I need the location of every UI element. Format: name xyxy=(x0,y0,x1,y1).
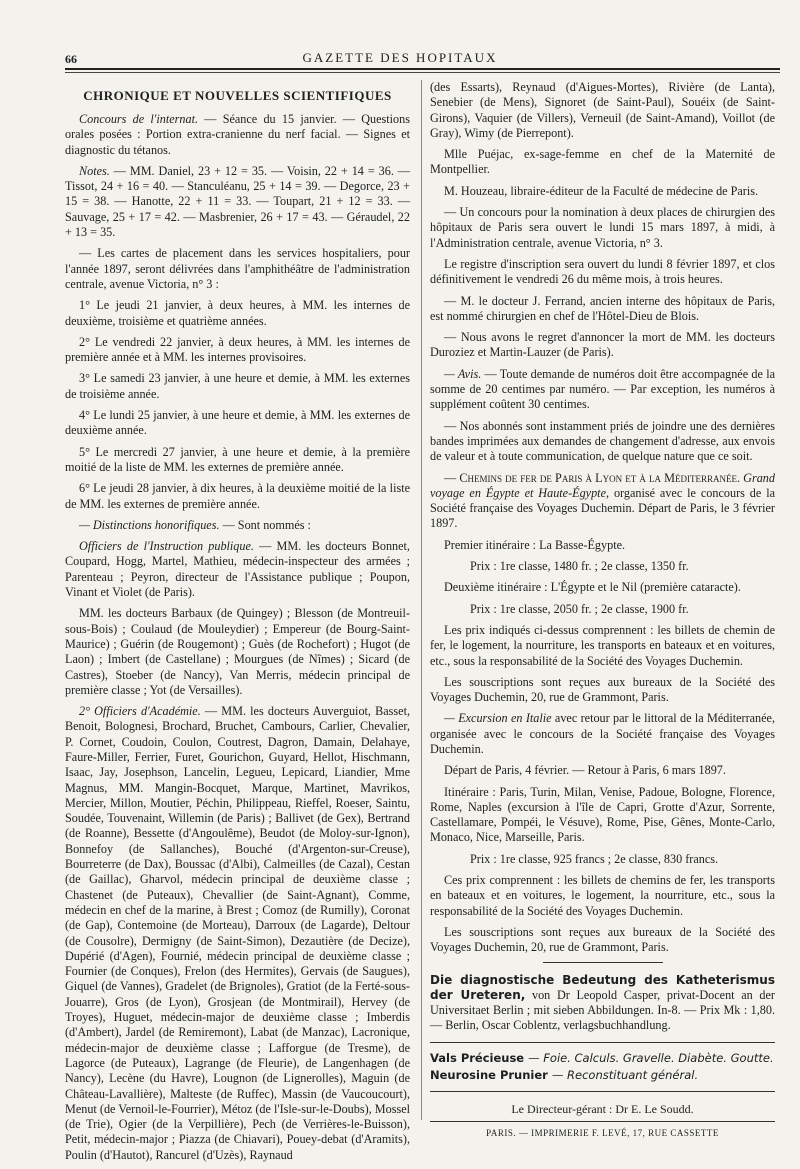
notice-text: von Dr Leopold Casper, privat-Docent an der Universitaet Berlin ; mit sieben Abbildungen. In-8. — Prix Mk : 1,80. — Berlin, Oscar Coblentz, verlagsbuchhandlung. xyxy=(430,987,775,1033)
paragraph: 5° Le mercredi 27 janvier, à une heure et demie, à la première moitié de la liste de MM. les externes de première année. xyxy=(65,444,410,474)
paragraph: — M. le docteur J. Ferrand, ancien interne des hôpitaux de Paris, est nommé chirurgien en chef de l'Hôtel-Dieu de Blois. xyxy=(430,293,775,323)
notice-title: Die diagnostische Bedeutung des Katheterismus der Ureteren, xyxy=(430,972,775,1002)
paragraph xyxy=(65,164,410,240)
paragraph-head: — Chemins de fer de Paris à Lyon et à la Méditerranée. xyxy=(444,470,741,485)
paragraph xyxy=(65,704,410,1163)
paragraph-text: — MM. les docteurs Bonnet, Coupard, Hogg, Martel, Mathieu, médecin-inspecteur des armées ; Parenteau ; Peyron, directeur de l'Assistance publique ; Poupon, Vinant et Violet (de Paris). xyxy=(65,539,410,600)
right-column xyxy=(430,80,775,1138)
paragraph-italic: Grand voyage en Égypte et Haute-Égypte, xyxy=(430,470,775,500)
paragraph: M. Houzeau, libraire-éditeur de la Faculté de médecine de Paris. xyxy=(444,183,759,198)
left-column xyxy=(65,80,410,1169)
paragraph: — Nous avons le regret d'annoncer la mort de MM. les docteurs Duroziez et Martin-Lauzer (de Paris). xyxy=(430,330,775,360)
book-notice xyxy=(430,973,775,1034)
paragraph: Ces prix comprennent : les billets de chemins de fer, les transports en bateaux et en voitures, le logement, la nourriture, etc., sous la responsabilité de la Société des Voyages Duchemin. xyxy=(430,873,775,918)
paragraph-head: — Distinctions honorifiques. xyxy=(79,517,220,532)
paragraph-head: — Excursion en Italie xyxy=(444,711,552,726)
header-rule xyxy=(65,68,780,70)
paragraph: Les souscriptions sont reçues aux bureaux de la Société des Voyages Duchemin, 20, rue de Grammont, Paris. xyxy=(430,674,775,705)
paragraph: 6° Le jeudi 28 janvier, à dix heures, à la deuxième moitié de la liste de MM. les externes de première année. xyxy=(65,481,410,511)
ad-line xyxy=(430,1051,775,1066)
notice-paragraph xyxy=(430,973,775,1034)
paragraph: 2° Le vendredi 22 janvier, à deux heures, à MM. les internes de première année et à MM. les internes provisoires. xyxy=(65,334,410,365)
paragraph: MM. les docteurs Barbaux (de Quingey) ; Blesson (de Montreuil-sous-Bois) ; Coulaud (de Mouleydier) ; Empereur (de Bourg-Saint-Maurice) ; Guérin (de Rougemont) ; Guès (de Rochefort) ; Hugot (de Laon) ; Imbert (de Castellane) ; Mourgues (de Nîmes) ; Sicard (de Castres), Stoeber (de Nancy), Van Merris, médecin principal de première classe ; Yot (de Versailles). xyxy=(65,606,410,697)
paragraph: Prix : 1re classe, 925 francs ; 2e classe, 830 francs. xyxy=(470,851,719,866)
paragraph xyxy=(430,711,775,757)
paragraph: Le registre d'inscription sera ouvert du lundi 8 février 1897, et clos définitivement le vendredi 26 du même mois, à trois heures. xyxy=(430,256,775,287)
paragraph: Premier itinéraire : La Basse-Égypte. xyxy=(444,537,626,552)
paragraph xyxy=(430,471,775,532)
ad-product: Neurosine Prunier xyxy=(430,1068,548,1083)
ad-rule xyxy=(430,1042,775,1043)
paragraph: Prix : 1re classe, 2050 fr. ; 2e classe, 1900 fr. xyxy=(470,601,689,616)
paragraph: Mlle Puéjac, ex-sage-femme en chef de la Maternité de Montpellier. xyxy=(430,147,775,177)
paragraph: 4° Le lundi 25 janvier, à une heure et demie, à MM. les externes de deuxième année. xyxy=(65,408,410,438)
advertisement xyxy=(430,1051,775,1084)
paragraph-head: Notes. xyxy=(79,163,110,178)
ad-product: Vals Précieuse xyxy=(430,1050,525,1065)
ad-description: — Reconstituant général. xyxy=(551,1068,699,1083)
imprint: PARIS. — IMPRIMERIE F. LEVÉ, 17, RUE CASSETTE xyxy=(486,1128,719,1139)
director-line: Le Directeur-gérant : Dr E. Le Soudd. xyxy=(511,1102,694,1117)
ad-rule xyxy=(430,1091,775,1092)
paragraph xyxy=(65,539,410,600)
paragraph-head: Officiers de l'Instruction publique. xyxy=(79,539,254,554)
paragraph: — Un concours pour la nomination à deux places de chirurgien des hôpitaux de Paris sera ouvert le lundi 15 mars 1897, à midi, à l'Administration centrale, avenue Victoria, n° 3. xyxy=(430,205,775,250)
running-title: GAZETTE DES HOPITAUX xyxy=(302,50,498,65)
paragraph: Les prix indiqués ci-dessus comprennent : les billets de chemin de fer, le logement, la nourriture, les transports en bateaux et en voitures, etc., sous la responsabilité de la Société des Voyages Duchemin. xyxy=(430,622,775,668)
paragraph: — Les cartes de placement dans les services hospitaliers, pour l'année 1897, seront délivrées dans l'amphithéâtre de l'administration centrale, avenue Victoria, n° 3 : xyxy=(65,246,410,291)
paragraph xyxy=(65,112,410,158)
paragraph: Itinéraire : Paris, Turin, Milan, Venise, Padoue, Bologne, Florence, Rome, Naples (excursion à l'île de Capri, Grotte d'Azur, Sorrente, Castellamare, Pompéi, le Vésuve), Rome, Pise, Gênes, Monte-Carlo, Monaco, Nice, Marseille, Paris. xyxy=(430,784,775,845)
paragraph-text: organisé avec le concours de la Société française des Voyages Duchemin. Départ de Paris, le 3 février 1897. xyxy=(430,485,775,531)
ad-description: — Foie. Calculs. Gravelle. Diabète. Goutte. xyxy=(528,1050,774,1065)
paragraph-text: — MM. les docteurs Auverguiot, Basset, Benoit, Bolognesi, Brochard, Bruchet, Cambours, Carlier, Chevalier, P. Cornet, Coudoin, Coulon, Coutrest, Dagron, Damain, Delahaye, Faure-Miller, Ferrier, Furet, Gourichon, Guyard, Hellot, Hischmann, Isaac, Jay, Josephson, Lancelin, Legueu, Lepicard, Liandier, Mme Magnus, MM. Mangin-Bocquet, Marque, Martinet, Mavrikos, Mercier, Millon, Moutier, Péchin, Philippeau, Rieffel, Roeser, Saintu, Soudée, Touvenaint, Willemin (de Paris) ; Ballivet (de Gex), Bertrand (de Roanne), Bessette (d'Angoulême), Beudot (de Moloy-sur-Ignon), Bonnefoy (de Sallanches), Bouché (d'Argenton-sur-Creuse), Bourreterre (de Dax), Boussac (d'Albi), Calmeilles (de Cazal), Cestan (de Gaillac), Gharvol, médecin principal de deuxième classe ; Chastenet (de Puteaux), Chevallier (de Saint-Agnant), Comme, médecin en chef de la marine, à Brest ; Comoz (de Rumilly), Coronat (de Gap), Contemoine (de Morteau), Darroux (de Lagarde), Deltour (de Cousolre), Dermigny (de Saint-Simon), Dezautière (de Decize), Dupérié (d'Agen), Fournié, médecin principal de deuxième classe ; Fournier (de Conques), Frelon (des Hermites), Gervais (de Saugues), Giquel (de Vannes), Gradelet (de Brignoles), Gratiot (de la Ferté-sous-Jouarre), Gros (de Lyon), Grosjean (de Montmirail), Hervey (de Troyes), Huguet, médecin-major de deuxième classe ; Imberdis (d'Ambert), Jardel (de Remiremont), Labat (de Manzac), Lacronique, médecin-major de deuxième classe ; Lafforgue (de Tresme), de Lagorce (de Puteaux), Lagrange (de Fleurie), de Langenhagen (de Nancy), Lecène (du Havre), Lougnon (de Lignerolles), Maguin (de Château-Lavallière), Malteste (de Ruffec), Massin (de Vaucoucourt), Menut (de Vernoil-le-Fourrier), Métoz (de l'Isle-sur-le-Doubs), Mossel (de Trie), Ogier (de la Verpillière), Pech (de Verrières-le-Buisson), Petit, médecin-major ; Piazza (de Chiavari), Pouey-debat (d'Aramits), Poulin (d'Hautot), Rancurel (d'Uzès), Raynaud xyxy=(65,704,410,1162)
header-rule-thin xyxy=(65,72,780,73)
page-number: 66 xyxy=(65,52,77,66)
column-divider xyxy=(421,80,422,1120)
paragraph: (des Essarts), Reynaud (d'Aigues-Mortes), Rivière (de Lanta), Senebier (de Mens), Signoret (de Saint-Paul), Souéix (de Saint-Girons), Vaquier (de Villers), Verneuil (de Saint-Amand), Voillot (de Gray), Wimy (de Pierrepont). xyxy=(430,80,775,140)
ad-line xyxy=(430,1068,775,1083)
paragraph: Deuxième itinéraire : L'Égypte et le Nil (première cataracte). xyxy=(444,580,741,595)
ornament-separator xyxy=(543,962,663,963)
paragraph-text: — Sont nommés : xyxy=(219,517,311,532)
paragraph: Les souscriptions sont reçues aux bureaux de la Société des Voyages Duchemin, 20, rue de Grammont, Paris. xyxy=(430,924,775,955)
paragraph-text: — Séance du 15 janvier. — Questions orales posées : Portion extra-cranienne du nerf facial. — Signes et diagnostic du tétanos. xyxy=(65,112,410,157)
paragraph-head: Concours de l'internat. xyxy=(79,112,199,126)
section-title: CHRONIQUE ET NOUVELLES SCIENTIFIQUES xyxy=(83,88,392,103)
paragraph: 1° Le jeudi 21 janvier, à deux heures, à MM. les internes de deuxième, troisième et quatrième années. xyxy=(65,298,410,328)
paragraph: — Nos abonnés sont instamment priés de joindre une des dernières bandes imprimées aux demandes de changement d'adresse, aux envois de valeur et à toute communication, de quelque nature que ce soit. xyxy=(430,418,775,464)
bottom-rule xyxy=(430,1121,775,1122)
paragraph-text: — Toute demande de numéros doit être accompagnée de la somme de 20 centimes par numéro. — Par exception, les numéros à supplément coûtent 30 centimes. xyxy=(430,366,775,412)
paragraph-head: 2° Officiers d'Académie. xyxy=(79,704,201,719)
paragraph-text: — MM. Daniel, 23 + 12 = 35. — Voisin, 22 + 14 = 36. — Tissot, 24 + 16 = 40. — Stanculéanu, 25 + 14 = 39. — Degorce, 23 + 15 = 38. — Hanotte, 22 + 11 = 33. — Toupart, 21 + 12 = 33. — Sauvage, 25 + 17 = 42. — Masbrenier, 26 + 17 = 43. — Géraudel, 22 + 13 = 35. xyxy=(65,163,410,240)
paragraph: Départ de Paris, 4 février. — Retour à Paris, 6 mars 1897. xyxy=(444,763,726,778)
paragraph: Prix : 1re classe, 1480 fr. ; 2e classe, 1350 fr. xyxy=(470,559,689,574)
paragraph-text: avec retour par le littoral de la Méditerranée, organisée avec le concours de la Société française des Voyages Duchemin. xyxy=(430,711,776,756)
paragraph-head: — Avis. xyxy=(444,366,482,381)
paragraph: 3° Le samedi 23 janvier, à une heure et demie, à MM. les externes de troisième année. xyxy=(65,371,410,401)
paragraph xyxy=(430,367,775,413)
paragraph xyxy=(65,518,410,533)
